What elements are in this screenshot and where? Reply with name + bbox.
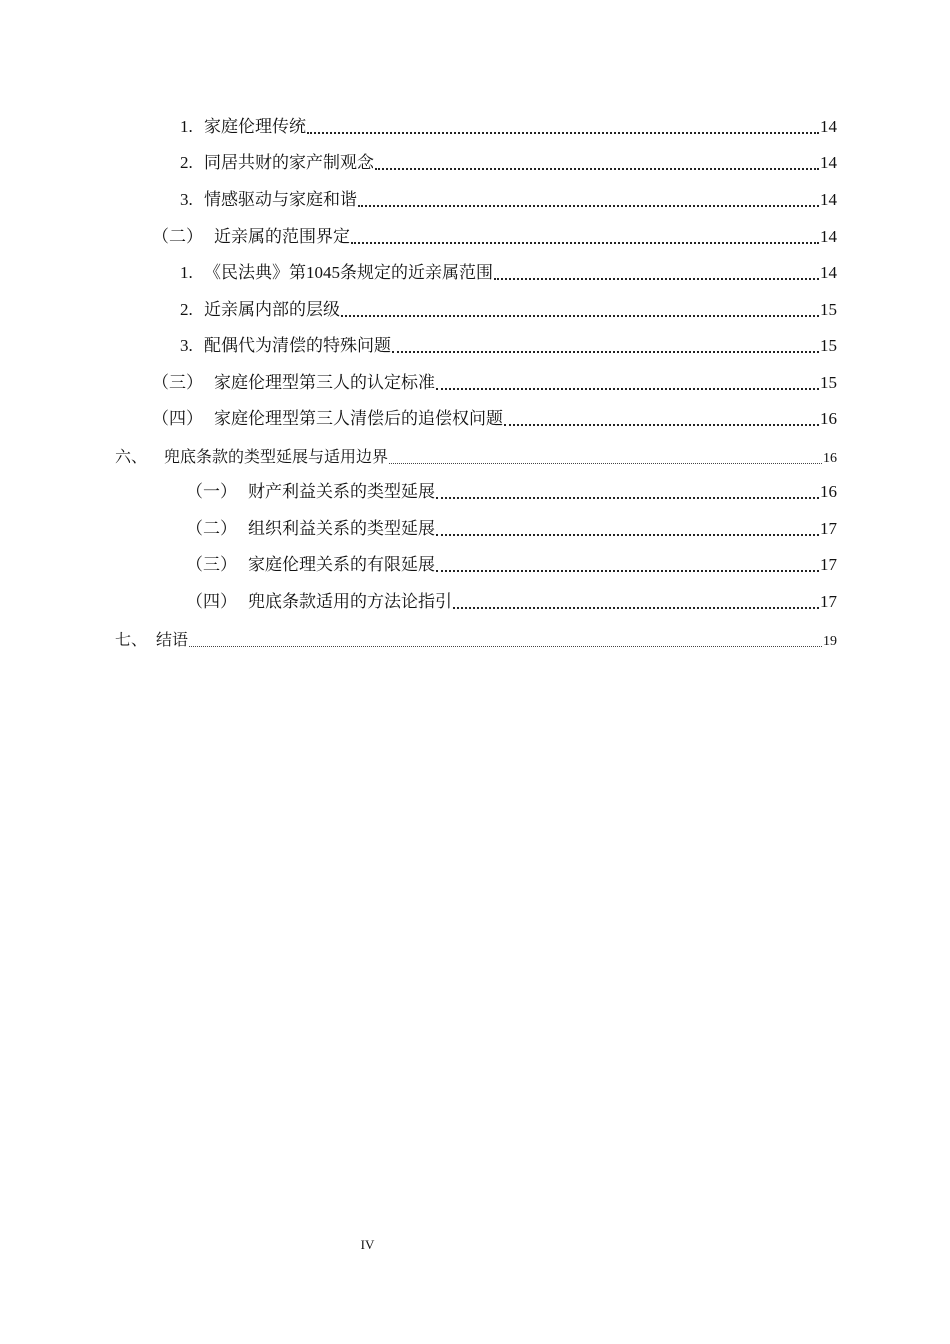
toc-entry[interactable] [180, 116, 837, 138]
toc-entry-number: （四） [152, 409, 203, 428]
toc-entry-number: （四） [186, 592, 237, 611]
toc-entry[interactable] [152, 372, 837, 394]
toc-entry-number: 3. [180, 190, 193, 209]
toc-leader-dots [389, 463, 822, 464]
toc-entry-page: 17 [820, 519, 837, 538]
toc-entry-number: 六、 [115, 447, 148, 466]
toc-leader-dots [504, 424, 819, 426]
toc-entry-page: 15 [820, 336, 837, 355]
toc-entry-number: 3. [180, 336, 193, 355]
toc-entry-number: 2. [180, 153, 193, 172]
toc-leader-dots [453, 607, 819, 609]
toc-entry[interactable] [152, 226, 837, 248]
toc-entry-title: 兜底条款的类型延展与适用边界 [164, 447, 389, 466]
toc-entry-title: 同居共财的家产制观念 [204, 153, 374, 172]
toc-entry-title: 家庭伦理传统 [204, 117, 306, 136]
toc-entry-number: （一） [186, 482, 237, 501]
toc-entry-number: 2. [180, 300, 193, 319]
toc-leader-dots [307, 132, 819, 134]
toc-leader-dots [341, 315, 819, 317]
toc-chapter-entry[interactable] [115, 629, 837, 653]
toc-entry-page: 19 [823, 634, 837, 649]
toc-entry-title: 家庭伦理型第三人的认定标准 [214, 373, 435, 392]
toc-entry[interactable] [180, 299, 837, 321]
toc-entry[interactable] [186, 518, 837, 540]
toc-leader-dots [189, 646, 822, 647]
toc-entry-page: 15 [820, 373, 837, 392]
toc-leader-dots [351, 242, 819, 244]
toc-entry-page: 16 [820, 482, 837, 501]
toc-entry[interactable] [186, 554, 837, 576]
toc-leader-dots [358, 205, 819, 207]
toc-entry-number: 1. [180, 263, 193, 282]
toc-entry-number: （二） [186, 519, 237, 538]
toc-entry-page: 17 [820, 555, 837, 574]
toc-entry-title: 近亲属的范围界定 [214, 227, 350, 246]
toc-entry[interactable] [180, 335, 837, 357]
toc-entry-page: 14 [820, 263, 837, 282]
toc-entry-title: 组织利益关系的类型延展 [248, 519, 435, 538]
toc-entry-title: 结语 [156, 630, 189, 649]
toc-entry-number: 七、 [115, 630, 148, 649]
toc-entry-title: 配偶代为清偿的特殊问题 [204, 336, 391, 355]
toc-entry-page: 16 [823, 451, 837, 466]
toc-entry[interactable] [180, 262, 837, 284]
toc-entry-number: （二） [152, 227, 203, 246]
toc-entry-title: 情感驱动与家庭和谐 [204, 190, 357, 209]
toc-entry-page: 14 [820, 227, 837, 246]
toc-entry[interactable] [186, 481, 837, 503]
toc-entry-page: 16 [820, 409, 837, 428]
toc-entry-page: 14 [820, 190, 837, 209]
toc-entry[interactable] [180, 152, 837, 174]
toc-entry-title: 《民法典》第1045条规定的近亲属范围 [204, 263, 493, 282]
toc-leader-dots [436, 388, 819, 390]
toc-entry-title: 家庭伦理型第三人清偿后的追偿权问题 [214, 409, 503, 428]
toc-entry-title: 财产利益关系的类型延展 [248, 482, 435, 501]
toc-leader-dots [494, 278, 819, 280]
toc-entry-page: 14 [820, 117, 837, 136]
toc-entry-title: 近亲属内部的层级 [204, 300, 340, 319]
toc-entry[interactable] [180, 189, 837, 211]
toc-entry-number: （三） [152, 373, 203, 392]
toc-entry-page: 17 [820, 592, 837, 611]
footer-page-number: IV [360, 1237, 375, 1252]
toc-entry-number: （三） [186, 555, 237, 574]
toc-entry[interactable] [186, 591, 837, 613]
toc-leader-dots [436, 534, 819, 536]
toc-entry[interactable] [152, 408, 837, 430]
toc-leader-dots [392, 351, 819, 353]
toc-entry-title: 兜底条款适用的方法论指引 [248, 592, 452, 611]
toc-leader-dots [436, 497, 819, 499]
toc-entry-page: 15 [820, 300, 837, 319]
toc-chapter-entry[interactable] [115, 446, 837, 470]
toc-entry-page: 14 [820, 153, 837, 172]
toc-leader-dots [375, 168, 819, 170]
toc-leader-dots [436, 570, 819, 572]
toc-entry-number: 1. [180, 117, 193, 136]
toc-entry-title: 家庭伦理关系的有限延展 [248, 555, 435, 574]
